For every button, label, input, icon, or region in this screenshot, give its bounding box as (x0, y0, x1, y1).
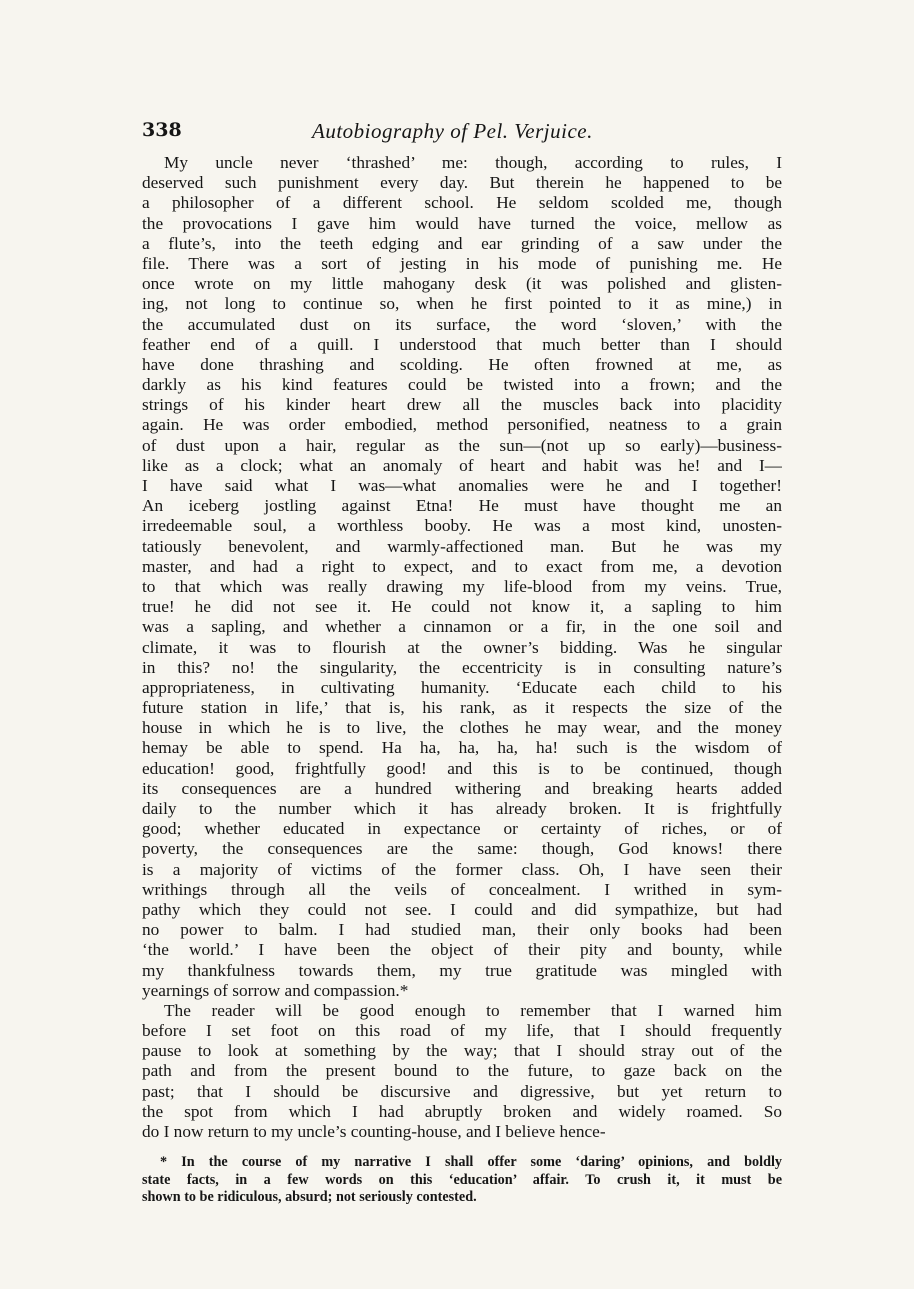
page-header (142, 119, 782, 145)
text-line: darkly as his kind features could be twisted into a frown; and the (142, 375, 782, 395)
text-line: My uncle never ‘thrashed’ me: though, according to rules, I (164, 153, 782, 172)
text-line: before I set foot on this road of my life, that I should frequently (142, 1021, 782, 1041)
text-line: ing, not long to continue so, when he first pointed to it as mine,) in (142, 294, 782, 314)
text-line: appropriateness, in cultivating humanity. ‘Educate each child to his (142, 677, 782, 697)
text-line: An iceberg jostling against Etna! He must have thought me an (142, 496, 782, 516)
text-line: pathy which they could not see. I could and did sympathize, but had (142, 899, 782, 919)
text-line: yearnings of sorrow and compassion.* (142, 980, 409, 1000)
text-line: was a sapling, and whether a cinnamon or a fir, in the one soil and (142, 617, 782, 637)
text-line: daily to the number which it has already broken. It is frightfully (142, 799, 782, 818)
body-text (142, 153, 782, 1142)
text-line: irredeemable soul, a worthless booby. He was a most kind, unosten- (142, 516, 782, 536)
text-line: the provocations I gave him would have turned the voice, mellow as (142, 213, 782, 233)
footnote-line: state facts, in a few words on this ‘education’ affair. To crush it, it must be (142, 1171, 782, 1188)
text-line: once wrote on my little mahogany desk (it was polished and glisten- (142, 274, 782, 294)
text-line: like as a clock; what an anomaly of heart and habit was he! and I— (142, 455, 782, 475)
text-line: house in which he is to live, the clothes he may wear, and the money (142, 718, 782, 738)
text-line: pause to look at something by the way; that I should stray out of the (142, 1041, 782, 1061)
text-line: future station in life,’ that is, his rank, as it respects the size of the (142, 698, 782, 718)
text-line: good; whether educated in expectance or certainty of riches, or of (142, 819, 782, 839)
text-line: I have said what I was—what anomalies were he and I together! (142, 476, 782, 495)
text-line: writhings through all the veils of concealment. I writhed in sym- (142, 879, 782, 899)
text-line: do I now return to my uncle’s counting-house, and I believe hence- (142, 1122, 606, 1141)
text-line: a flute’s, into the teeth edging and ear grinding of a saw under the (142, 233, 782, 253)
text-line: ‘the world.’ I have been the object of their pity and bounty, while (142, 940, 782, 960)
text-line: of dust upon a hair, regular as the sun—(not up so early)—business- (142, 435, 782, 455)
footnote (142, 1154, 782, 1207)
text-line: in this? no! the singularity, the eccentricity is in consulting nature’s (142, 657, 782, 677)
text-line: a philosopher of a different school. He seldom scolded me, though (142, 193, 782, 213)
text-line: tatiously benevolent, and warmly-affectioned man. But he was my (142, 536, 782, 556)
text-line: true! he did not see it. He could not know it, a sapling to him (142, 597, 782, 617)
text-line: deserved such punishment every day. But therein he happened to be (142, 173, 782, 193)
text-line: no power to balm. I had studied man, their only books had been (142, 920, 782, 940)
text-line: is a majority of victims of the former class. Oh, I have seen their (142, 859, 782, 879)
text-line: again. He was order embodied, method personified, neatness to a grain (142, 415, 782, 435)
text-line: feather end of a quill. I understood that much better than I should (142, 334, 782, 354)
text-line: past; that I should be discursive and digressive, but yet return to (142, 1081, 782, 1101)
text-line: file. There was a sort of jesting in his mode of punishing me. He (142, 253, 782, 273)
page-number: 338 (142, 119, 182, 141)
text-line: education! good, frightfully good! and this is to be continued, though (142, 758, 782, 778)
text-line: climate, it was to flourish at the owner’s bidding. Was he singular (142, 637, 782, 657)
footnote-line: * In the course of my narrative I shall offer some ‘daring’ opinions, and boldly (160, 1154, 782, 1170)
text-line: have done thrashing and scolding. He often frowned at me, as (142, 354, 782, 374)
footnote-line: shown to be ridiculous, absurd; not seriously contested. (142, 1189, 477, 1206)
text-line: my thankfulness towards them, my true gratitude was mingled with (142, 960, 782, 980)
text-line: strings of his kinder heart drew all the muscles back into placidity (142, 395, 782, 415)
text-line: the spot from which I had abruptly broken and widely roamed. So (142, 1101, 782, 1121)
running-title: Autobiography of Pel. Verjuice. (312, 119, 593, 143)
text-line: the accumulated dust on its surface, the word ‘sloven,’ with the (142, 314, 782, 334)
text-line: its consequences are a hundred withering and breaking hearts added (142, 778, 782, 798)
text-line: master, and had a right to expect, and to exact from me, a devotion (142, 556, 782, 576)
text-line: to that which was really drawing my life-blood from my veins. True, (142, 576, 782, 596)
text-line: hemay be able to spend. Ha ha, ha, ha, ha! such is the wisdom of (142, 738, 782, 758)
text-line: path and from the present bound to the future, to gaze back on the (142, 1061, 782, 1081)
text-line: The reader will be good enough to remember that I warned him (164, 1000, 782, 1020)
text-line: poverty, the consequences are the same: though, God knows! there (142, 839, 782, 859)
